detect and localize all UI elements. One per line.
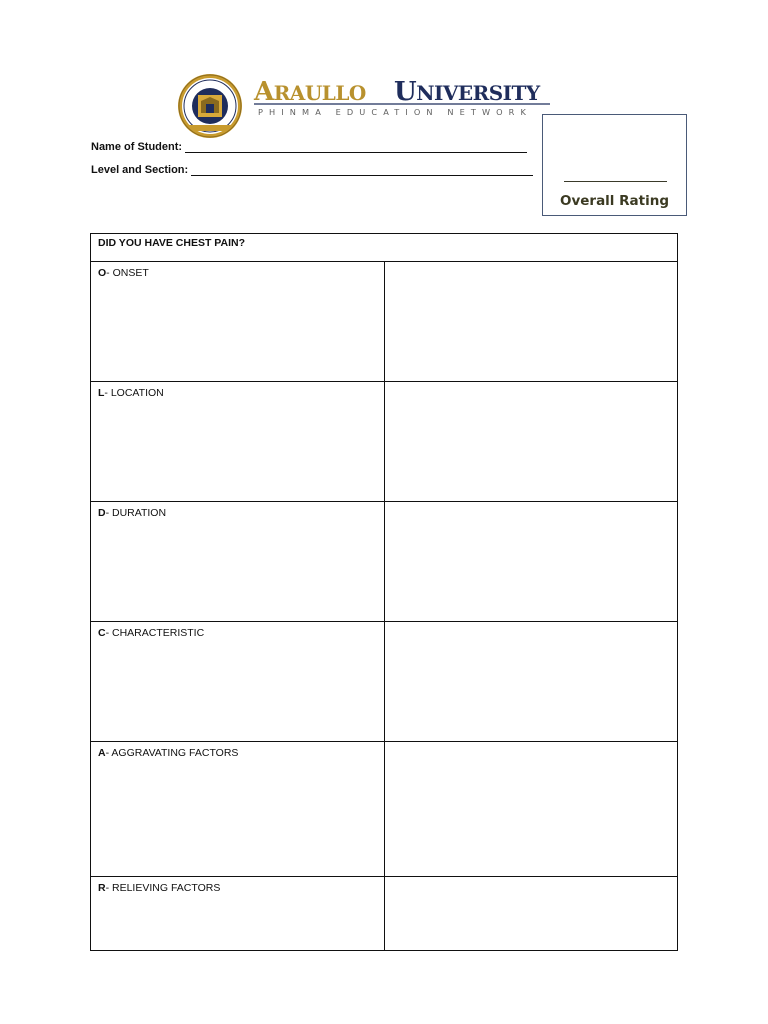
location-answer-cell[interactable]	[384, 382, 678, 502]
relieving-label-cell	[91, 877, 385, 951]
table-row-duration	[91, 502, 678, 622]
relieving-letter: R	[98, 882, 106, 894]
duration-label-cell	[91, 502, 385, 622]
onset-answer-cell[interactable]	[384, 262, 678, 382]
aggravating-label: - AGGRAVATING FACTORS	[105, 747, 239, 759]
onset-label-cell	[91, 262, 385, 382]
level-section-blank[interactable]	[191, 165, 533, 176]
characteristic-answer-cell[interactable]	[384, 622, 678, 742]
table-row-onset	[91, 262, 678, 382]
svg-text:ARAULLO: ARAULLO	[254, 77, 366, 107]
student-name-label: Name of Student:	[91, 141, 183, 153]
duration-answer-cell[interactable]	[384, 502, 678, 622]
level-section-label: Level and Section:	[91, 164, 189, 176]
rating-blank-line[interactable]	[564, 181, 667, 182]
student-name-field	[91, 141, 527, 153]
location-label: - LOCATION	[104, 387, 164, 399]
university-seal-logo	[177, 73, 243, 139]
duration-label: - DURATION	[105, 507, 167, 519]
student-name-blank[interactable]	[185, 142, 527, 153]
location-letter: L	[98, 387, 105, 399]
table-row-location	[91, 382, 678, 502]
location-label-cell	[91, 382, 385, 502]
relieving-answer-cell[interactable]	[384, 877, 678, 951]
svg-text:UNIVERSITY: UNIVERSITY	[394, 77, 540, 107]
onset-label: - ONSET	[106, 267, 149, 279]
overall-rating-label: Overall Rating	[559, 193, 669, 209]
overall-rating-box	[542, 114, 687, 216]
aggravating-letter: A	[98, 747, 106, 759]
relieving-label: - RELIEVING FACTORS	[105, 882, 221, 894]
table-row-relieving	[91, 877, 678, 951]
aggravating-label-cell	[91, 742, 385, 877]
chest-pain-question: DID YOU HAVE CHEST PAIN?	[91, 234, 678, 262]
university-wordmark-logo	[252, 76, 552, 118]
svg-text:PHINMA EDUCATION NETWORK: PHINMA EDUCATION NETWORK	[258, 107, 532, 117]
table-row-characteristic	[91, 622, 678, 742]
characteristic-letter: C	[98, 627, 106, 639]
table-header-row	[91, 234, 678, 262]
characteristic-label-cell	[91, 622, 385, 742]
characteristic-label: - CHARACTERISTIC	[105, 627, 205, 639]
table-row-aggravating	[91, 742, 678, 877]
onset-letter: O	[98, 267, 107, 279]
aggravating-answer-cell[interactable]	[384, 742, 678, 877]
level-section-field	[91, 164, 533, 176]
chest-pain-assessment-table	[90, 233, 678, 951]
duration-letter: D	[98, 507, 106, 519]
